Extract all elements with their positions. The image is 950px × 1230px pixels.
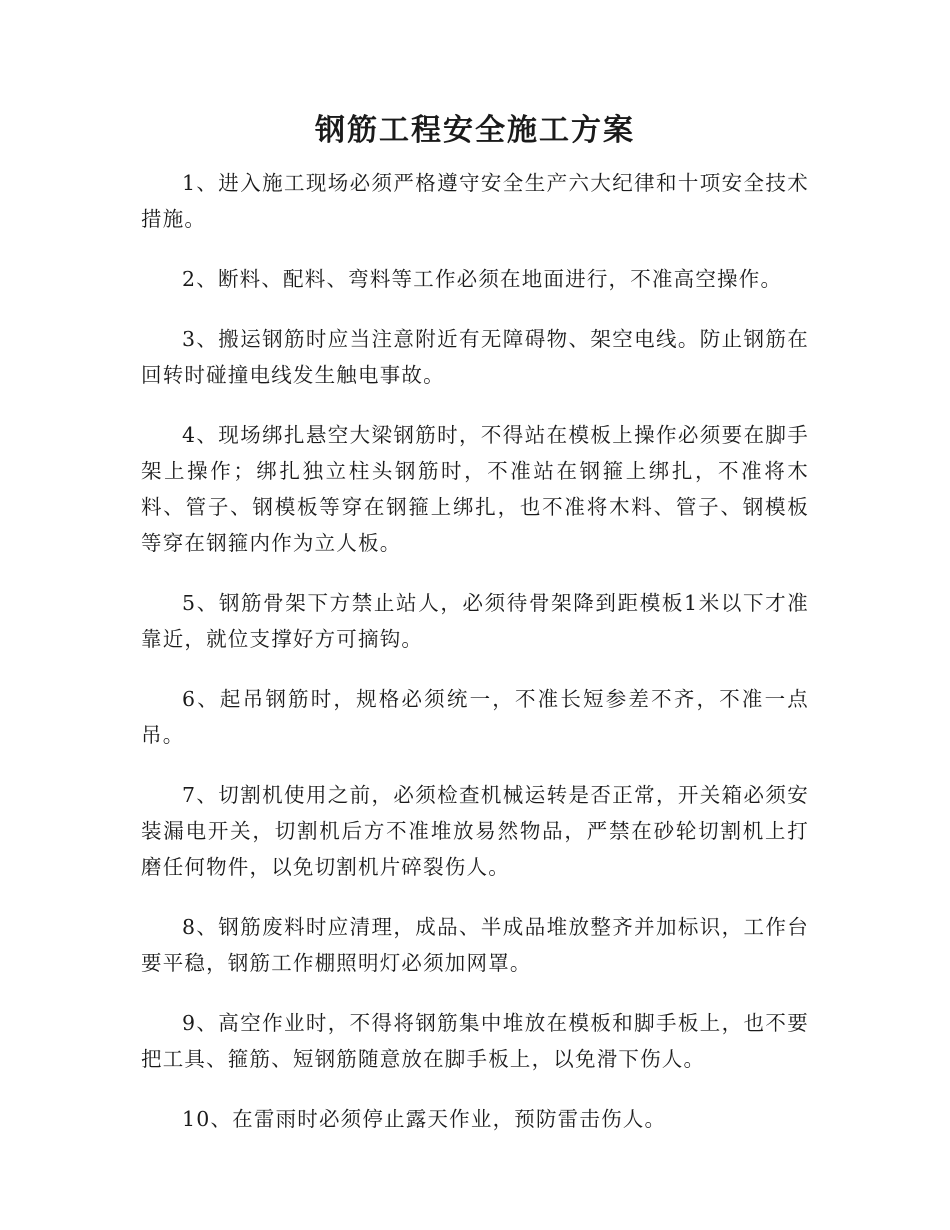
paragraph-10: 10、在雷雨时必须停止露天作业，预防雷击伤人。 (182, 1107, 667, 1131)
paragraph-5: 5、钢筋骨架下方禁止站人，必须待骨架降到距模板1米以下才准靠近，就位支撑好方可摘钩。 (141, 591, 809, 651)
paragraph-2: 2、断料、配料、弯料等工作必须在地面进行，不准高空操作。 (182, 267, 783, 291)
document-title: 钢筋工程安全施工方案 (315, 113, 635, 148)
paragraph-9: 9、高空作业时，不得将钢筋集中堆放在模板和脚手板上，也不要把工具、箍筋、短钢筋随意放在脚手板上，以免滑下伤人。 (141, 1011, 809, 1071)
document-body (141, 165, 809, 1161)
paragraph-1: 1、进入施工现场必须严格遵守安全生产六大纪律和十项安全技术措施。 (141, 171, 809, 231)
paragraph-3: 3、搬运钢筋时应当注意附近有无障碍物、架空电线。防止钢筋在回转时碰撞电线发生触电事故。 (141, 327, 809, 387)
paragraph-6: 6、起吊钢筋时，规格必须统一，不准长短参差不齐，不准一点吊。 (141, 687, 809, 747)
paragraph-8: 8、钢筋废料时应清理，成品、半成品堆放整齐并加标识，工作台要平稳，钢筋工作棚照明灯必须加网罩。 (141, 915, 809, 975)
paragraph-4: 4、现场绑扎悬空大梁钢筋时，不得站在模板上操作必须要在脚手架上操作；绑扎独立柱头钢筋时，不准站在钢箍上绑扎，不准将木料、管子、钢模板等穿在钢箍上绑扎，也不准将木料、管子、钢模板等穿在钢箍内作为立人板。 (141, 423, 809, 555)
paragraph-7: 7、切割机使用之前，必须检查机械运转是否正常，开关箱必须安装漏电开关，切割机后方不准堆放易然物品，严禁在砂轮切割机上打磨任何物件，以免切割机片碎裂伤人。 (141, 783, 809, 879)
